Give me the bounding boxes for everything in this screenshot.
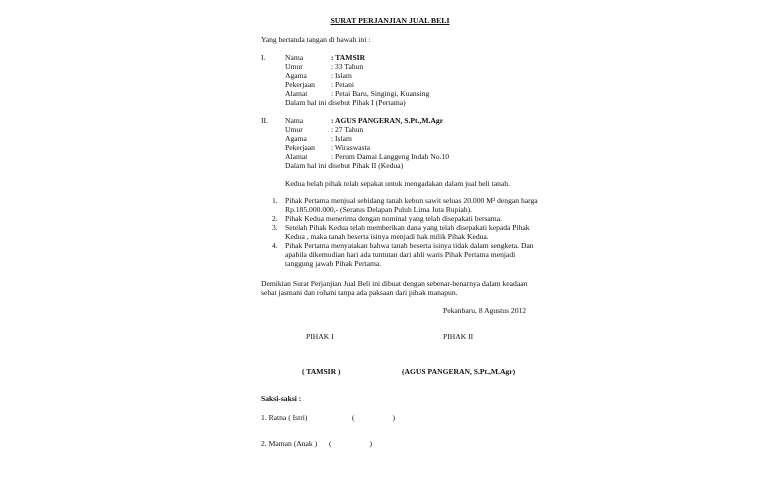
party1-note: Dalam hal ini disebut Pihak I (Pertama) (285, 98, 406, 107)
document-title: SURAT PERJANJIAN JUAL BELI (330, 16, 450, 25)
signature-label-party1: PIHAK I (306, 332, 334, 341)
clause-number: 4. (272, 241, 278, 250)
party1-address-label: Alamat (285, 89, 308, 98)
witness-name: 1. Ratna ( Istri) (261, 413, 308, 422)
clause-line: apabila dikemudian hari ada tuntutan dari ahli waris Pihak Pertama menjadi (285, 250, 516, 259)
clause-line: Rp.185.000.000,- (Seratus Delapan Puluh Lima Juta Rupiah). (285, 205, 473, 214)
witness-name: 2. Maman (Anak ) (261, 439, 318, 448)
clause-line: Pihak Pertama menyatakan bahwa tanah beserta isinya tidak dalam sengketa. Dan (285, 241, 534, 250)
party2-religion-value: : Islam (331, 134, 352, 143)
place-date: Pekanbaru, 8 Agustus 2012 (443, 306, 527, 315)
signature-name-party2: (AGUS PANGERAN, S.Pt.,M.Agr) (402, 367, 516, 376)
party2-name-value: : AGUS PANGERAN, S.Pt.,M.Agr (331, 116, 444, 125)
clause-line: Pihak Kedua menerima dengan nominal yang telah disepakati bersama. (285, 214, 502, 223)
clause-number: 2. (272, 214, 278, 223)
party1-name-value: : TAMSIR (331, 53, 366, 62)
closing-line: sehat jasmani dan rohani tanpa ada paksaan dari pihak manapun. (261, 288, 458, 297)
party1-job-label: Pekerjaan (285, 80, 315, 89)
witness-signature: ( ) (329, 439, 373, 448)
party1-address-value: : Petai Baru, Singingi, Kuansing (331, 89, 430, 98)
agreement-text: Kedua belah pihak telah sepakat untuk mengadakan dalam jual beli tanah. (285, 179, 510, 188)
party2-note: Dalam hal ini disebut Pihak II (Kedua) (285, 161, 404, 170)
party2-religion-label: Agama (285, 134, 307, 143)
party2-job-value: : Wiraswasta (331, 143, 370, 152)
clause-number: 1. (272, 196, 278, 205)
party1-religion-label: Agama (285, 71, 307, 80)
party2-number: II. (261, 116, 268, 125)
party1-name-label: Nama (285, 53, 304, 62)
signature-name-party1: ( TAMSIR ) (302, 367, 341, 376)
party2-job-label: Pekerjaan (285, 143, 315, 152)
intro-text: Yang bertanda tangan di bawah ini : (261, 35, 371, 44)
closing-line: Demikian Surat Perjanjian Jual Beli ini dibuat dengan sebenar-benarnya dalam keadaan (261, 279, 528, 288)
party2-address-value: : Perum Damai Langgeng Indah No.10 (331, 152, 450, 161)
party1-age-label: Umur (285, 62, 303, 71)
clause-line: tanggung jawab Pihak Pertama. (285, 259, 382, 268)
party1-religion-value: : Islam (331, 71, 352, 80)
clause-number: 3. (272, 223, 278, 232)
witness-title: Saksi-saksi : (261, 394, 302, 403)
clause-line: Kedua , maka tanah beserta isinya menjadi hak milik Pihak Kedua. (285, 232, 489, 241)
witness-signature: ( ) (352, 413, 396, 422)
party1-job-value: : Petani (331, 80, 354, 89)
party1-number: I. (261, 53, 266, 62)
clause-line: Pihak Pertama menjual sebidang tanah kebun sawit seluas 20.000 M² dengan harga (285, 196, 538, 205)
clause-line: Setelah Pihak Kedua telah memberikan dana yang telah disepakati kepada Pihak (285, 223, 530, 232)
party1-age-value: : 33 Tahun (331, 62, 364, 71)
party2-age-value: : 27 Tahun (331, 125, 364, 134)
signature-label-party2: PIHAK II (443, 332, 474, 341)
party2-age-label: Umur (285, 125, 303, 134)
party2-name-label: Nama (285, 116, 304, 125)
party2-address-label: Alamat (285, 152, 308, 161)
